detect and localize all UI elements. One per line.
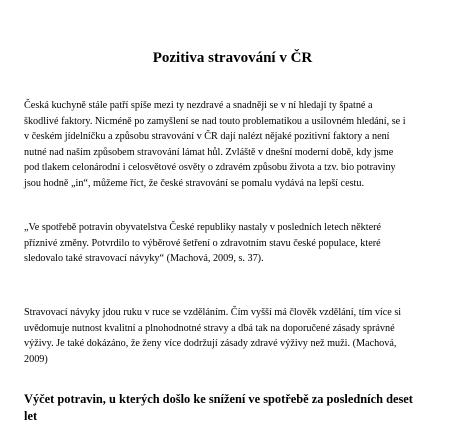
heading-line: let [24, 409, 38, 423]
text-line: „Ve spotřebě potravin obyvatelstva České republiky nastaly v posledních letech některé [24, 222, 382, 233]
text-line: škodlivé faktory. Nicméně po zamyšlení se nad touto problematikou a usilovném hledání, se i [24, 115, 406, 127]
text-line: v českém jídelníčku a způsobu stravování v ČR dají nalézt nějaké pozitivní faktory a není [24, 131, 390, 143]
text-line: výživy. Je také dokázáno, že ženy více dodržují zásady zdravé výživy než muži. (Machová, [24, 338, 397, 350]
text-line: uvědomuje nutnost kvalitní a plnohodnotné stravy a dbá tak na doporučené zásady správné [24, 322, 395, 334]
text-line: Česká kuchyně stále patří spíše mezi ty nezdravé a snadněji se v ní hledají ty špatné a [24, 100, 373, 111]
text-line: Stravovací návyky jdou ruku v ruce se vzděláním. Čím vyšší má člověk vzdělání, tím více si [24, 307, 402, 318]
paragraph-quote [24, 220, 454, 267]
paragraph-education [24, 305, 454, 367]
text-line: pod tlakem celonárodní i celosvětové osvěty o zdravém způsobu života a tzv. bio potraviny [24, 162, 396, 174]
text-line: sledovalo také stravovací návyky“ (Machová, 2009, s. 37). [24, 253, 264, 265]
text-line: nutné nad naším způsobem stravování lámat hůl. Zvláště v dnešní moderní době, kdy jsme [24, 146, 394, 158]
text-line: 2009) [24, 353, 48, 365]
page-title: Pozitiva stravování v ČR [152, 50, 313, 66]
text-line: příznivé změny. Potvrdilo to výběrové šetření o zdravotním stavu české populace, které [24, 237, 381, 249]
section-heading [24, 391, 454, 425]
text-line: jsou hodně „in“, můžeme říct, že české stravování se pomalu vydává na lepší cestu. [24, 177, 365, 189]
paragraph-intro [24, 98, 454, 192]
heading-line: Výčet potravin, u kterých došlo ke snížení ve spotřebě za posledních deset [24, 392, 413, 406]
